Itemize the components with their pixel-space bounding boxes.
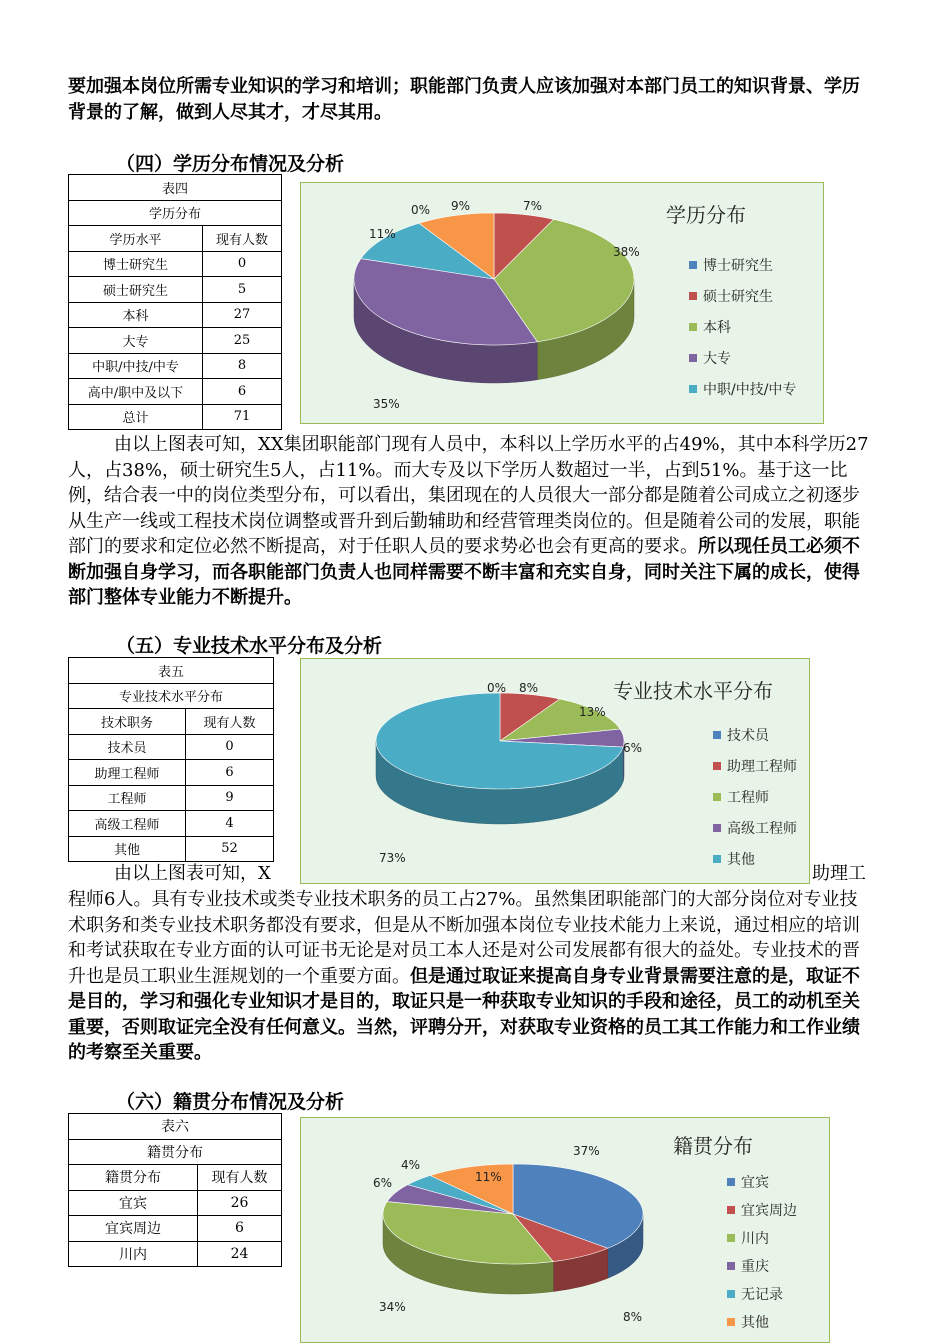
legend-label: 重庆 — [741, 1259, 769, 1275]
table-cell: 26 — [198, 1190, 282, 1216]
legend-swatch — [727, 1234, 735, 1242]
paragraph-text: 由以上图表可知，XX集团职能部门现有人员中，本科以上学历水平的占49%，其中本科学历27人，占38%，硕士研究生5人，占11%。而大专及以下学历人数超过一半，占到51%。基于这一比例，结合表一中的岗位类型分布，可以看出，集团现在的人员很大一部分都是随着公司成立之初逐步从生产一线或工程技术岗位调整或晋升到后勤辅助和经营管理类岗位的。但是随着公司的发展，职能部门的要求和定位必然不断提高，对于任职人员的要求势必也会有更高的要求。 — [68, 434, 869, 557]
table-row — [69, 1241, 282, 1267]
table-header: 现有人数 — [203, 226, 282, 252]
pie-percent-label: 8% — [519, 681, 539, 695]
chart-title: 籍贯分布 — [673, 1134, 753, 1158]
table-cell: 6 — [203, 379, 282, 405]
pie-percent-label: 0% — [487, 681, 507, 695]
table-row — [69, 1216, 282, 1242]
legend-swatch — [713, 824, 721, 832]
pie-percent-label: 35% — [373, 397, 400, 411]
pie-percent-label: 73% — [379, 851, 406, 865]
legend-label: 高级工程师 — [727, 820, 797, 837]
legend-item — [689, 342, 796, 373]
pie-percent-label: 11% — [369, 227, 396, 241]
tech-level-pie-chart — [300, 658, 810, 884]
tech-level-table — [68, 657, 274, 862]
table-row — [69, 785, 274, 811]
legend-label: 技术员 — [727, 727, 769, 744]
intro-paragraph: 要加强本岗位所需专业知识的学习和培训；职能部门负责人应该加强对本部门员工的知识背景、学历背景的了解，做到人尽其才，才尽其用。 — [68, 76, 860, 123]
table-cell: 总计 — [69, 404, 203, 430]
chart-legend — [713, 719, 797, 874]
table-cell: 本科 — [69, 302, 203, 328]
section-6-heading: （六）籍贯分布情况及分析 — [116, 1091, 345, 1113]
section-4-heading: （四）学历分布情况及分析 — [116, 153, 345, 175]
table-cell: 8 — [203, 353, 282, 379]
legend-swatch — [727, 1262, 735, 1270]
paragraph-bold-text: 但是通过取证来提高自身专业背景需要注意的是，取证不是目的，学习和强化专业知识才是目的，取证只是一种获取专业知识的手段和途径，员工的动机至关重要，否则取证完全没有任何意义。当然，评聘分开，对获取专业资格的员工其工作能力和工作业绩的考察至关重要。 — [68, 965, 860, 1063]
table-row — [69, 404, 282, 430]
legend-item — [727, 1308, 797, 1336]
legend-item — [727, 1224, 797, 1252]
legend-swatch — [713, 731, 721, 739]
table-cell: 25 — [203, 328, 282, 354]
table-subtitle: 学历分布 — [69, 200, 282, 226]
education-table — [68, 174, 282, 430]
table-cell: 52 — [186, 836, 274, 862]
legend-label: 无记录 — [741, 1287, 783, 1303]
section-4-paragraph — [68, 432, 874, 611]
origin-table — [68, 1113, 282, 1267]
legend-label: 其他 — [741, 1315, 769, 1331]
paragraph-bold-text: 所以现任员工必须不断加强自身学习，而各职能部门负责人也同样需要不断丰富和充实自身，同时关注下属的成长，使得部门整体专业能力不断提升。 — [68, 536, 860, 608]
table-subtitle: 专业技术水平分布 — [69, 683, 274, 709]
table-header: 现有人数 — [198, 1165, 282, 1191]
legend-label: 本科 — [703, 319, 731, 336]
table-cell: 工程师 — [69, 785, 186, 811]
pie-percent-label: 7% — [523, 199, 543, 213]
legend-swatch — [689, 323, 697, 331]
table-cell: 大专 — [69, 328, 203, 354]
table-row — [69, 328, 282, 354]
education-pie-chart — [300, 182, 824, 424]
legend-item — [713, 843, 797, 874]
section-5-heading: （五）专业技术水平分布及分析 — [116, 635, 383, 657]
legend-swatch — [727, 1318, 735, 1326]
chart-title: 专业技术水平分布 — [613, 679, 773, 703]
table-row — [69, 811, 274, 837]
section-5-line-end: 助理工 — [812, 863, 866, 884]
table-row — [69, 760, 274, 786]
legend-label: 中职/中技/中专 — [703, 381, 797, 398]
pie-percent-label: 37% — [573, 1144, 600, 1158]
legend-swatch — [727, 1290, 735, 1298]
table-cell: 宜宾周边 — [69, 1216, 198, 1242]
legend-label: 其他 — [727, 851, 755, 868]
table-cell: 硕士研究生 — [69, 277, 203, 303]
table-header: 学历水平 — [69, 226, 203, 252]
table-cell: 27 — [203, 302, 282, 328]
legend-label: 工程师 — [727, 789, 769, 806]
table-cell: 9 — [186, 785, 274, 811]
table-cell: 5 — [203, 277, 282, 303]
table-cell: 6 — [186, 760, 274, 786]
pie-percent-label: 34% — [379, 1300, 406, 1314]
table-cell: 助理工程师 — [69, 760, 186, 786]
legend-swatch — [713, 762, 721, 770]
table-row — [69, 302, 282, 328]
legend-item — [727, 1196, 797, 1224]
table-cell: 0 — [186, 734, 274, 760]
table-row — [69, 734, 274, 760]
legend-item — [713, 750, 797, 781]
table-cell: 宜宾 — [69, 1190, 198, 1216]
legend-item — [713, 781, 797, 812]
pie-percent-label: 6% — [373, 1176, 393, 1190]
section-5-line-start: 由以上图表可知，X — [114, 863, 271, 884]
table-row — [69, 277, 282, 303]
chart-legend — [689, 249, 796, 404]
table-row — [69, 836, 274, 862]
legend-item — [689, 280, 796, 311]
paragraph-text: 程师6人。具有专业技术或类专业技术职务的员工占27%。虽然集团职能部门的大部分岗位对专业技术职务和类专业技术职务都没有要求，但是从不断加强本岗位专业技术能力上来说，通过相应的培训和考试获取在专业方面的认可证书无论是对员工本人还是对公司发展都有很大的益处。专业技术的晋升也是员工职业生涯规划的一个重要方面。 — [68, 889, 860, 987]
legend-item — [713, 812, 797, 843]
legend-swatch — [727, 1206, 735, 1214]
chart-title: 学历分布 — [666, 203, 746, 227]
legend-item — [713, 719, 797, 750]
table-cell: 6 — [198, 1216, 282, 1242]
table-cell: 24 — [198, 1241, 282, 1267]
table-caption: 表五 — [69, 658, 274, 684]
table-cell: 中职/中技/中专 — [69, 353, 203, 379]
legend-label: 硕士研究生 — [703, 288, 773, 305]
legend-label: 宜宾周边 — [741, 1203, 797, 1219]
legend-item — [727, 1280, 797, 1308]
table-cell: 高级工程师 — [69, 811, 186, 837]
legend-swatch — [713, 855, 721, 863]
pie-percent-label: 6% — [623, 741, 643, 755]
pie-percent-label: 8% — [623, 1310, 643, 1324]
legend-swatch — [727, 1178, 735, 1186]
legend-label: 博士研究生 — [703, 257, 773, 274]
chart-legend — [727, 1168, 797, 1336]
table-cell: 4 — [186, 811, 274, 837]
pie-percent-label: 0% — [411, 203, 431, 217]
table-cell: 博士研究生 — [69, 251, 203, 277]
table-cell: 其他 — [69, 836, 186, 862]
origin-pie-chart — [300, 1117, 830, 1343]
legend-item — [727, 1168, 797, 1196]
table-row — [69, 1190, 282, 1216]
section-5-paragraph — [68, 887, 874, 1066]
legend-item — [689, 249, 796, 280]
table-caption: 表六 — [69, 1114, 282, 1140]
table-header: 籍贯分布 — [69, 1165, 198, 1191]
pie-percent-label: 11% — [475, 1170, 502, 1184]
legend-item — [727, 1252, 797, 1280]
legend-label: 助理工程师 — [727, 758, 797, 775]
pie-percent-label: 38% — [613, 245, 640, 259]
legend-swatch — [689, 261, 697, 269]
table-row — [69, 251, 282, 277]
legend-item — [689, 373, 796, 404]
table-header: 现有人数 — [186, 709, 274, 735]
legend-label: 大专 — [703, 350, 731, 367]
table-cell: 技术员 — [69, 734, 186, 760]
legend-swatch — [689, 292, 697, 300]
table-header: 技术职务 — [69, 709, 186, 735]
table-cell: 71 — [203, 404, 282, 430]
legend-swatch — [689, 354, 697, 362]
table-subtitle: 籍贯分布 — [69, 1139, 282, 1165]
legend-swatch — [713, 793, 721, 801]
table-row — [69, 379, 282, 405]
table-cell: 川内 — [69, 1241, 198, 1267]
legend-swatch — [689, 385, 697, 393]
table-cell: 0 — [203, 251, 282, 277]
table-cell: 高中/职中及以下 — [69, 379, 203, 405]
legend-label: 宜宾 — [741, 1175, 769, 1191]
pie-percent-label: 13% — [579, 705, 606, 719]
pie-percent-label: 9% — [451, 199, 471, 213]
pie-percent-label: 4% — [401, 1158, 421, 1172]
legend-label: 川内 — [741, 1231, 769, 1247]
table-row — [69, 353, 282, 379]
table-caption: 表四 — [69, 175, 282, 201]
legend-item — [689, 311, 796, 342]
